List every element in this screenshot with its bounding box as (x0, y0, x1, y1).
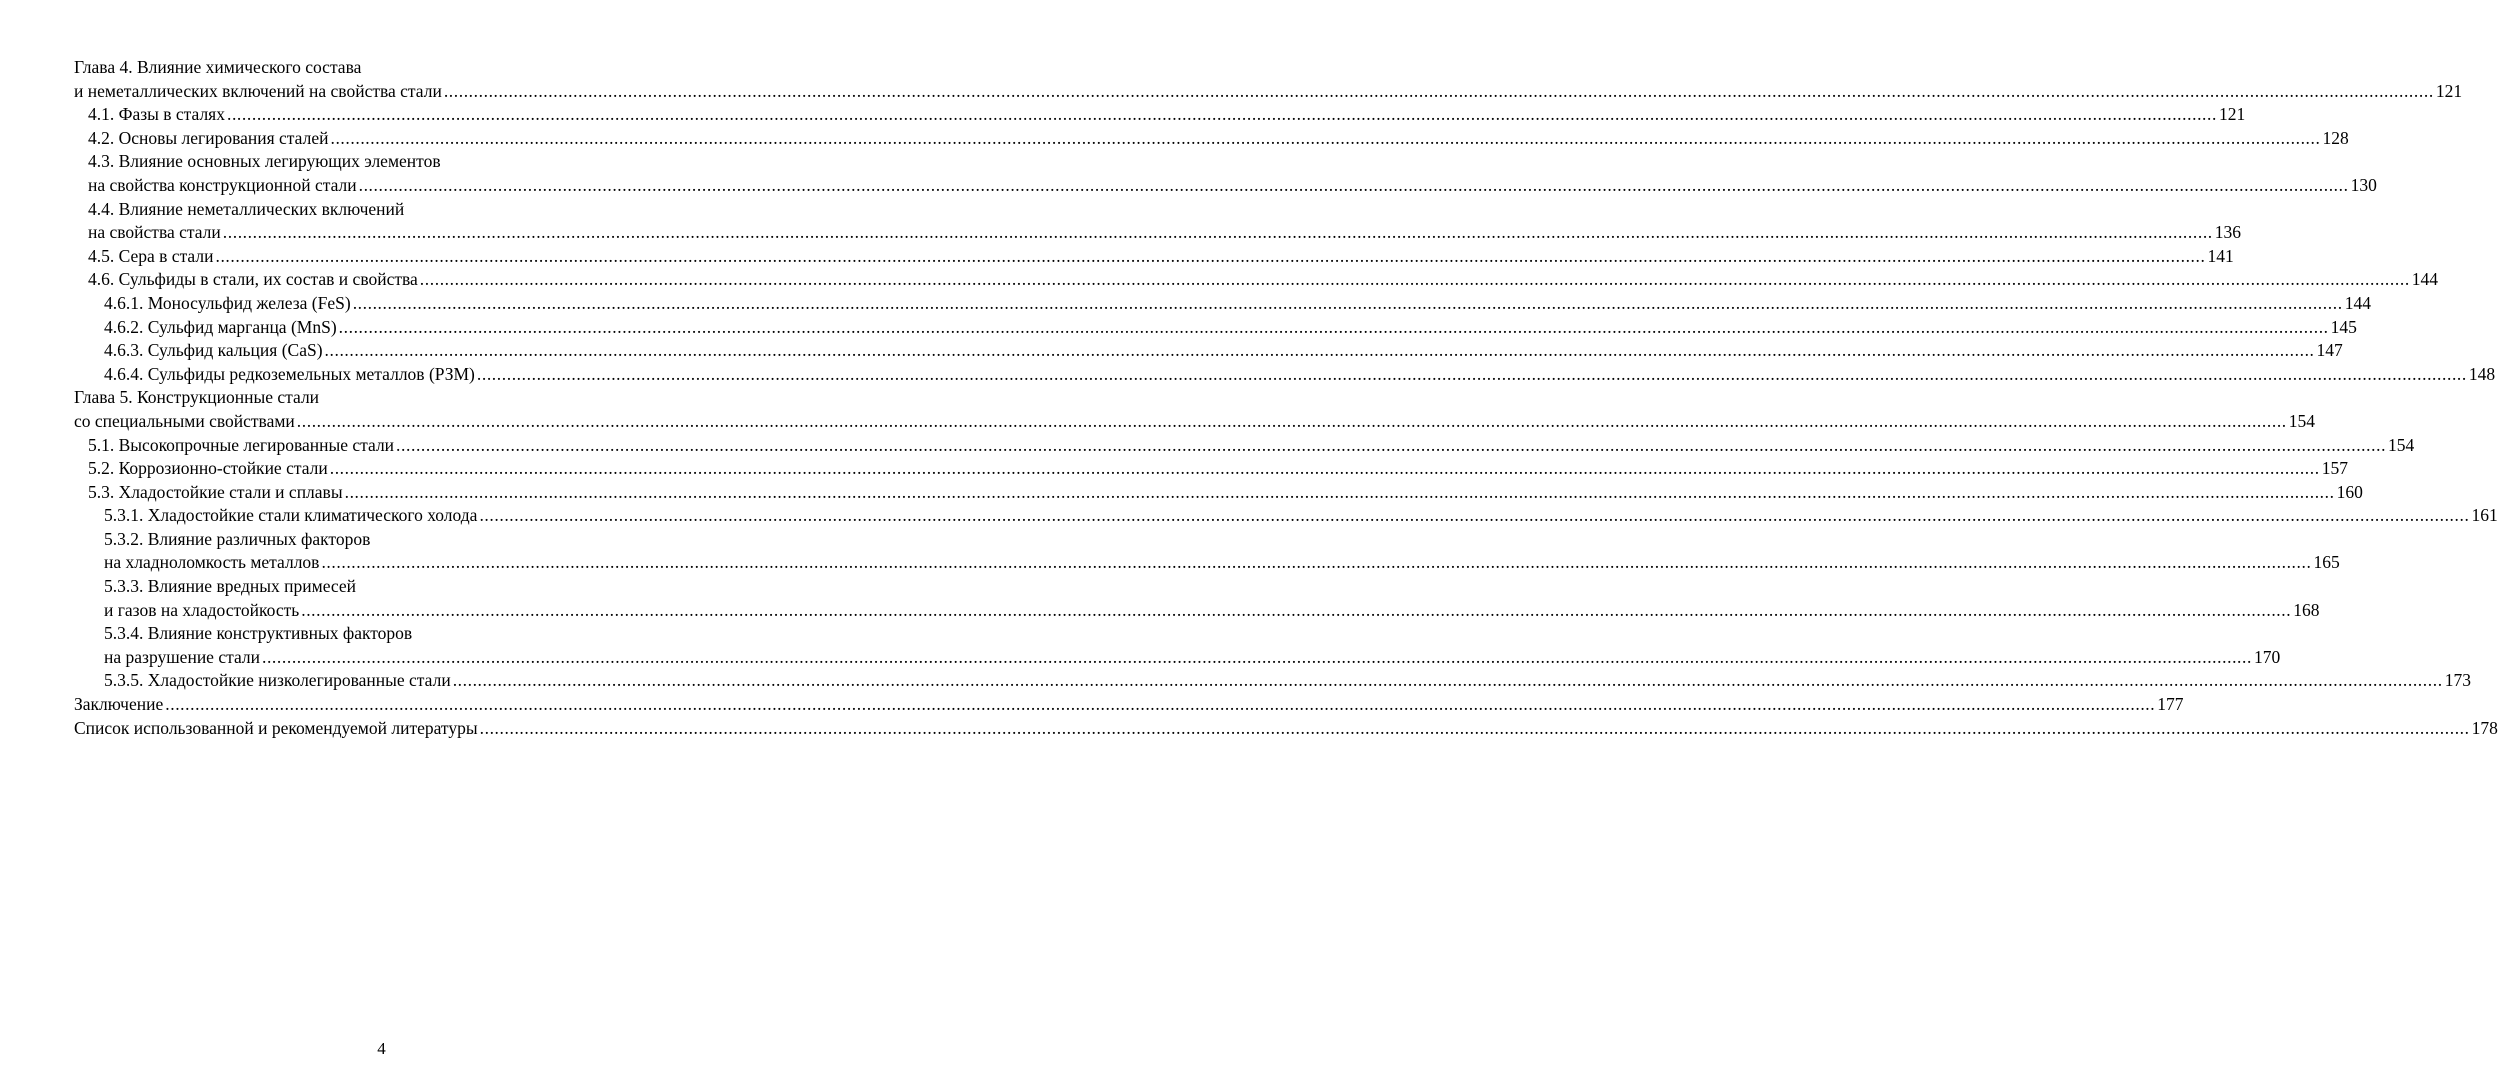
toc-entry-title: 4.2. Основы легирования сталей (88, 127, 329, 148)
toc-entry[interactable] (74, 127, 2349, 151)
toc-entry-line (88, 268, 2439, 292)
dot-leader: ................................................................................................................................................................................................................................................................................................................................................................................................................ (215, 245, 2206, 266)
toc-entry-title: 4.6. Сульфиды в стали, их состав и свойства (88, 269, 418, 290)
toc-entry-title: 4.6.2. Сульфид марганца (MnS) (104, 316, 337, 337)
toc-entry-line (88, 481, 2363, 505)
dot-leader: ................................................................................................................................................................................................................................................................................................................................................................................................................ (329, 458, 2320, 479)
page-number: 4 (377, 1039, 386, 1058)
toc-entry-line (88, 457, 2348, 481)
toc-entry-line (88, 174, 2377, 198)
toc-entry-line (104, 504, 2498, 528)
dot-leader: ................................................................................................................................................................................................................................................................................................................................................................................................................ (479, 717, 2470, 738)
toc-entry-title-first-line: 5.3.2. Влияние различных факторов (104, 528, 371, 549)
dot-leader: ................................................................................................................................................................................................................................................................................................................................................................................................................ (261, 646, 2252, 667)
toc-entry-line (88, 103, 2246, 127)
toc-entry-line (104, 599, 2320, 623)
toc-entry[interactable] (74, 339, 2343, 363)
toc-entry-page: 173 (2444, 670, 2471, 691)
dot-leader: ................................................................................................................................................................................................................................................................................................................................................................................................................ (324, 340, 2315, 361)
dot-leader: ................................................................................................................................................................................................................................................................................................................................................................................................................ (165, 694, 2156, 715)
toc-entry-line (74, 717, 2498, 741)
dot-leader: ................................................................................................................................................................................................................................................................................................................................................................................................................ (443, 80, 2434, 101)
toc-entry-page: 148 (2468, 363, 2496, 384)
toc-entry-title-first-line: Глава 5. Конструкционные стали (74, 387, 320, 408)
toc-entry[interactable] (74, 434, 2415, 458)
toc-entry[interactable] (74, 198, 2242, 245)
toc-entry[interactable] (74, 457, 2348, 481)
dot-leader: ................................................................................................................................................................................................................................................................................................................................................................................................................ (226, 104, 2217, 125)
dot-leader: ................................................................................................................................................................................................................................................................................................................................................................................................................ (344, 481, 2335, 502)
toc-entry-page: 177 (2157, 694, 2184, 715)
toc-entry-title: Список использованной и рекомендуемой литературы (74, 717, 478, 738)
toc-entry-line (104, 669, 2471, 693)
dot-leader: ................................................................................................................................................................................................................................................................................................................................................................................................................ (476, 363, 2467, 384)
toc-entry-page: 145 (2330, 316, 2357, 337)
toc-entry-title: на свойства стали (88, 222, 221, 243)
dot-leader: ................................................................................................................................................................................................................................................................................................................................................................................................................ (419, 269, 2410, 290)
toc-entry-line (104, 363, 2496, 387)
toc-entry-page: 121 (2435, 80, 2463, 101)
toc-entry[interactable] (74, 292, 2371, 316)
toc-entry-title: 5.3.5. Хладостойкие низколегированные стали (104, 670, 451, 691)
dot-leader: ................................................................................................................................................................................................................................................................................................................................................................................................................ (358, 174, 2349, 195)
dot-leader: ................................................................................................................................................................................................................................................................................................................................................................................................................ (452, 670, 2443, 691)
toc-entry-title: 4.5. Сера в стали (88, 245, 214, 266)
toc-entry-page: 130 (2350, 174, 2377, 195)
toc-entry-title: и газов на хладостойкость (104, 599, 300, 620)
toc-entry-title: 4.6.1. Моносульфид железа (FeS) (104, 292, 351, 313)
toc-entry[interactable] (74, 528, 2340, 575)
toc-entry-page: 160 (2336, 481, 2363, 502)
toc-entry-page: 178 (2471, 717, 2498, 738)
toc-entry-line (88, 221, 2242, 245)
toc-entry[interactable] (74, 245, 2234, 269)
toc-entry-title: на хладноломкость металлов (104, 552, 320, 573)
toc-entry[interactable] (74, 622, 2281, 669)
toc-entry[interactable] (74, 386, 2316, 433)
toc-entry-line (74, 693, 2184, 717)
toc-entry-title: 4.6.3. Сульфид кальция (CaS) (104, 340, 323, 361)
toc-entry-page: 147 (2316, 340, 2343, 361)
toc-entry-title-first-line: 4.4. Влияние неметаллических включений (88, 198, 405, 219)
dot-leader: ................................................................................................................................................................................................................................................................................................................................................................................................................ (352, 292, 2343, 313)
toc-entry-page: 154 (2288, 410, 2316, 431)
toc-entry[interactable] (74, 268, 2439, 292)
toc-entry-page: 157 (2321, 458, 2348, 479)
toc-entry-page: 141 (2207, 245, 2234, 266)
dot-leader: ................................................................................................................................................................................................................................................................................................................................................................................................................ (479, 505, 2470, 526)
toc-entry-title: и неметаллических включений на свойства стали (74, 80, 442, 101)
toc-entry-page: 154 (2388, 434, 2415, 455)
toc-entry-title: на разрушение стали (104, 646, 260, 667)
dot-leader: ................................................................................................................................................................................................................................................................................................................................................................................................................ (396, 434, 2387, 455)
toc-entry-title: 5.3.1. Хладостойкие стали климатического холода (104, 505, 478, 526)
toc-entry-title: 4.6.4. Сульфиды редкоземельных металлов (РЗМ) (104, 363, 475, 384)
toc-entry-line (104, 339, 2343, 363)
toc-entry-page: 165 (2313, 552, 2340, 573)
toc-entry-line (104, 551, 2340, 575)
toc-entry-line (74, 80, 2463, 104)
toc-entry-page: 168 (2293, 599, 2320, 620)
toc-entry[interactable] (74, 717, 2498, 741)
toc-entry[interactable] (74, 316, 2357, 340)
table-of-contents (74, 56, 2498, 740)
toc-entry-title: 5.2. Коррозионно-стойкие стали (88, 458, 328, 479)
toc-entry-title: на свойства конструкционной стали (88, 174, 357, 195)
toc-entry-title: Заключение (74, 694, 164, 715)
toc-entry-page: 144 (2411, 269, 2439, 290)
toc-entry[interactable] (74, 481, 2363, 505)
toc-entry-page: 161 (2471, 505, 2498, 526)
toc-entry-page: 170 (2253, 646, 2281, 667)
dot-leader: ................................................................................................................................................................................................................................................................................................................................................................................................................ (296, 410, 2287, 431)
toc-entry-title: со специальными свойствами (74, 410, 295, 431)
dot-leader: ................................................................................................................................................................................................................................................................................................................................................................................................................ (338, 316, 2329, 337)
toc-entry[interactable] (74, 103, 2246, 127)
toc-entry[interactable] (74, 575, 2320, 622)
toc-entry-title: 4.1. Фазы в сталях (88, 104, 225, 125)
toc-entry-line (104, 292, 2371, 316)
toc-entry[interactable] (74, 150, 2377, 197)
toc-entry-page: 136 (2214, 222, 2242, 243)
toc-entry-line (88, 245, 2234, 269)
dot-leader: ................................................................................................................................................................................................................................................................................................................................................................................................................ (330, 127, 2321, 148)
toc-entry-page: 144 (2344, 292, 2371, 313)
toc-entry[interactable] (74, 669, 2471, 693)
toc-entry-title-first-line: Глава 4. Влияние химического состава (74, 57, 362, 77)
toc-entry-title: 5.1. Высокопрочные легированные стали (88, 434, 395, 455)
toc-entry-page: 121 (2218, 104, 2246, 125)
toc-entry[interactable] (74, 693, 2184, 717)
toc-entry[interactable] (74, 56, 2463, 103)
toc-entry-title: 5.3. Хладостойкие стали и сплавы (88, 481, 343, 502)
toc-entry-page: 128 (2322, 127, 2349, 148)
toc-entry[interactable] (74, 504, 2498, 528)
toc-entry-title-first-line: 5.3.3. Влияние вредных примесей (104, 576, 357, 597)
toc-entry-line (74, 410, 2316, 434)
dot-leader: ................................................................................................................................................................................................................................................................................................................................................................................................................ (301, 599, 2292, 620)
toc-entry[interactable] (74, 363, 2496, 387)
toc-entry-line (88, 434, 2415, 458)
dot-leader: ................................................................................................................................................................................................................................................................................................................................................................................................................ (222, 222, 2213, 243)
dot-leader: ................................................................................................................................................................................................................................................................................................................................................................................................................ (321, 552, 2312, 573)
toc-entry-line (88, 127, 2349, 151)
toc-entry-title-first-line: 5.3.4. Влияние конструктивных факторов (104, 623, 413, 644)
toc-entry-line (104, 316, 2357, 340)
toc-entry-title-first-line: 4.3. Влияние основных легирующих элементов (88, 151, 441, 172)
toc-entry-line (104, 646, 2281, 670)
